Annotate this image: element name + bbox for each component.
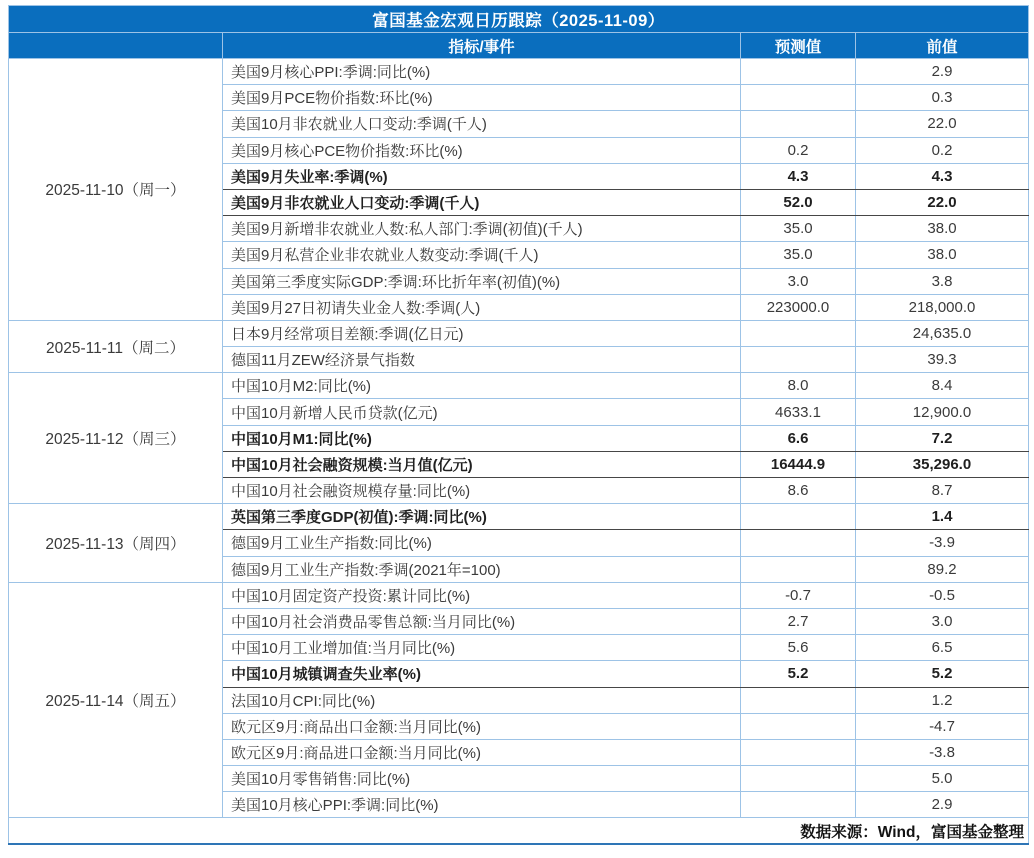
data-source-note: 数据来源：Wind，富国基金整理 <box>9 818 1029 844</box>
forecast-cell <box>741 739 856 765</box>
indicator-cell: 中国10月工业增加值:当月同比(%) <box>223 635 741 661</box>
previous-cell: 22.0 <box>856 111 1029 137</box>
date-cell: 2025-11-12（周三） <box>9 373 223 504</box>
forecast-cell: 8.0 <box>741 373 856 399</box>
indicator-cell: 法国10月CPI:同比(%) <box>223 687 741 713</box>
date-cell: 2025-11-10（周一） <box>9 59 223 321</box>
indicator-cell: 中国10月M1:同比(%) <box>223 425 741 451</box>
indicator-cell: 美国9月27日初请失业金人数:季调(人) <box>223 294 741 320</box>
previous-cell: 8.4 <box>856 373 1029 399</box>
column-header-previous: 前值 <box>856 33 1029 59</box>
previous-cell: -3.8 <box>856 739 1029 765</box>
forecast-cell <box>741 687 856 713</box>
forecast-cell: 4.3 <box>741 163 856 189</box>
forecast-cell <box>741 792 856 818</box>
indicator-cell: 欧元区9月:商品进口金额:当月同比(%) <box>223 739 741 765</box>
indicator-cell: 中国10月社会融资规模:当月值(亿元) <box>223 451 741 477</box>
indicator-cell: 美国9月核心PPI:季调:同比(%) <box>223 59 741 85</box>
indicator-cell: 美国9月新增非农就业人数:私人部门:季调(初值)(千人) <box>223 216 741 242</box>
previous-cell: 89.2 <box>856 556 1029 582</box>
date-cell: 2025-11-11（周二） <box>9 320 223 372</box>
indicator-cell: 美国10月零售销售:同比(%) <box>223 766 741 792</box>
table-row <box>9 504 1029 530</box>
indicator-cell: 中国10月社会融资规模存量:同比(%) <box>223 478 741 504</box>
forecast-cell <box>741 320 856 346</box>
forecast-cell: 16444.9 <box>741 451 856 477</box>
previous-cell: 38.0 <box>856 242 1029 268</box>
indicator-cell: 美国第三季度实际GDP:季调:环比折年率(初值)(%) <box>223 268 741 294</box>
previous-cell: 8.7 <box>856 478 1029 504</box>
calendar-table-body <box>9 6 1029 844</box>
column-header-date <box>9 33 223 59</box>
column-header-forecast: 预测值 <box>741 33 856 59</box>
forecast-cell <box>741 85 856 111</box>
indicator-cell: 德国9月工业生产指数:季调(2021年=100) <box>223 556 741 582</box>
indicator-cell: 英国第三季度GDP(初值):季调:同比(%) <box>223 504 741 530</box>
previous-cell: 1.4 <box>856 504 1029 530</box>
previous-cell: -4.7 <box>856 713 1029 739</box>
previous-cell: 39.3 <box>856 347 1029 373</box>
forecast-cell: 4633.1 <box>741 399 856 425</box>
previous-cell: 0.2 <box>856 137 1029 163</box>
indicator-cell: 中国10月固定资产投资:累计同比(%) <box>223 582 741 608</box>
table-row <box>9 373 1029 399</box>
forecast-cell: 52.0 <box>741 189 856 215</box>
indicator-cell: 美国9月非农就业人口变动:季调(千人) <box>223 189 741 215</box>
previous-cell: 35,296.0 <box>856 451 1029 477</box>
previous-cell: -0.5 <box>856 582 1029 608</box>
forecast-cell: 0.2 <box>741 137 856 163</box>
previous-cell: 22.0 <box>856 189 1029 215</box>
forecast-cell: 35.0 <box>741 216 856 242</box>
indicator-cell: 德国11月ZEW经济景气指数 <box>223 347 741 373</box>
date-cell: 2025-11-14（周五） <box>9 582 223 818</box>
macro-calendar-table <box>8 5 1029 845</box>
previous-cell: 24,635.0 <box>856 320 1029 346</box>
table-row <box>9 59 1029 85</box>
forecast-cell: 223000.0 <box>741 294 856 320</box>
previous-cell: 2.9 <box>856 59 1029 85</box>
previous-cell: 6.5 <box>856 635 1029 661</box>
forecast-cell <box>741 766 856 792</box>
forecast-cell: 5.6 <box>741 635 856 661</box>
indicator-cell: 美国9月失业率:季调(%) <box>223 163 741 189</box>
forecast-cell: 5.2 <box>741 661 856 687</box>
indicator-cell: 美国9月核心PCE物价指数:环比(%) <box>223 137 741 163</box>
indicator-cell: 美国9月私营企业非农就业人数变动:季调(千人) <box>223 242 741 268</box>
table-row <box>9 582 1029 608</box>
indicator-cell: 美国10月非农就业人口变动:季调(千人) <box>223 111 741 137</box>
indicator-cell: 德国9月工业生产指数:同比(%) <box>223 530 741 556</box>
forecast-cell: -0.7 <box>741 582 856 608</box>
previous-cell: 5.0 <box>856 766 1029 792</box>
indicator-cell: 中国10月社会消费品零售总额:当月同比(%) <box>223 608 741 634</box>
forecast-cell: 8.6 <box>741 478 856 504</box>
forecast-cell <box>741 347 856 373</box>
forecast-cell: 35.0 <box>741 242 856 268</box>
title-row <box>9 6 1029 33</box>
column-header-indicator: 指标/事件 <box>223 33 741 59</box>
date-cell: 2025-11-13（周四） <box>9 504 223 583</box>
table-title: 富国基金宏观日历跟踪（2025-11-09） <box>9 6 1029 33</box>
previous-cell: 12,900.0 <box>856 399 1029 425</box>
indicator-cell: 欧元区9月:商品出口金额:当月同比(%) <box>223 713 741 739</box>
forecast-cell <box>741 59 856 85</box>
forecast-cell <box>741 504 856 530</box>
forecast-cell <box>741 530 856 556</box>
previous-cell: 7.2 <box>856 425 1029 451</box>
forecast-cell <box>741 111 856 137</box>
indicator-cell: 美国10月核心PPI:季调:同比(%) <box>223 792 741 818</box>
previous-cell: 0.3 <box>856 85 1029 111</box>
previous-cell: 5.2 <box>856 661 1029 687</box>
indicator-cell: 中国10月城镇调查失业率(%) <box>223 661 741 687</box>
forecast-cell <box>741 713 856 739</box>
indicator-cell: 日本9月经常项目差额:季调(亿日元) <box>223 320 741 346</box>
forecast-cell <box>741 556 856 582</box>
footer-row <box>9 818 1029 844</box>
previous-cell: 218,000.0 <box>856 294 1029 320</box>
indicator-cell: 中国10月新增人民币贷款(亿元) <box>223 399 741 425</box>
previous-cell: 3.0 <box>856 608 1029 634</box>
indicator-cell: 美国9月PCE物价指数:环比(%) <box>223 85 741 111</box>
forecast-cell: 3.0 <box>741 268 856 294</box>
previous-cell: 4.3 <box>856 163 1029 189</box>
indicator-cell: 中国10月M2:同比(%) <box>223 373 741 399</box>
forecast-cell: 6.6 <box>741 425 856 451</box>
previous-cell: 38.0 <box>856 216 1029 242</box>
forecast-cell: 2.7 <box>741 608 856 634</box>
table-row <box>9 320 1029 346</box>
header-row <box>9 33 1029 59</box>
previous-cell: 3.8 <box>856 268 1029 294</box>
previous-cell: 1.2 <box>856 687 1029 713</box>
previous-cell: -3.9 <box>856 530 1029 556</box>
previous-cell: 2.9 <box>856 792 1029 818</box>
